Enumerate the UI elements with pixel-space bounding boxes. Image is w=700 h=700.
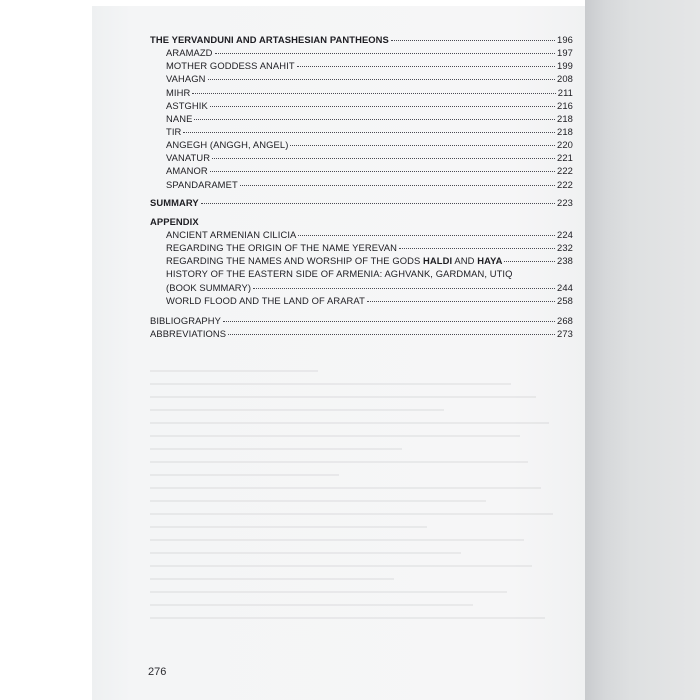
toc-entry-title: ANCIENT ARMENIAN CILICIA bbox=[166, 228, 297, 240]
toc-entry-bibliography bbox=[150, 314, 573, 327]
toc-entry-title: NANE bbox=[166, 112, 193, 124]
toc-page-number: 218 bbox=[557, 112, 573, 124]
dot-leader bbox=[298, 235, 555, 236]
dot-leader bbox=[215, 53, 556, 54]
toc-entry-title: ASTGHIK bbox=[166, 99, 208, 111]
god-name-haldi: HALDI bbox=[423, 255, 453, 267]
toc-entry-title: ANGEGH (ANGGH, ANGEL) bbox=[166, 139, 289, 151]
toc-page-number: 216 bbox=[557, 99, 573, 111]
toc-entry-title: SPANDARAMET bbox=[166, 178, 238, 190]
dot-leader bbox=[297, 66, 555, 67]
toc-entry-title: WORLD FLOOD AND THE LAND OF ARARAT bbox=[166, 294, 365, 306]
show-through-text bbox=[150, 370, 570, 640]
dot-leader bbox=[504, 261, 555, 262]
toc-entry-title: SUMMARY bbox=[150, 196, 199, 208]
dot-leader bbox=[212, 158, 555, 159]
toc-entry-title: THE YERVANDUNI AND ARTASHESIAN PANTHEONS bbox=[150, 34, 389, 45]
toc-page-number: 224 bbox=[557, 228, 573, 240]
dot-leader bbox=[290, 145, 555, 146]
dot-leader bbox=[367, 301, 555, 302]
toc-entry-tir bbox=[150, 125, 573, 138]
toc-page-number: 244 bbox=[557, 281, 573, 293]
spine-shadow bbox=[585, 0, 700, 700]
toc-page-number: 223 bbox=[557, 196, 573, 208]
dot-leader bbox=[253, 288, 555, 289]
toc-entry-title: VAHAGN bbox=[166, 73, 206, 85]
toc-entry-flood bbox=[150, 294, 573, 307]
toc-section-pantheons bbox=[150, 33, 573, 46]
toc-page-number: 220 bbox=[557, 139, 573, 151]
toc-page-number: 268 bbox=[557, 314, 573, 326]
toc-entry-title: (BOOK SUMMARY) bbox=[166, 281, 252, 293]
toc-page-number: 221 bbox=[557, 152, 573, 164]
table-of-contents bbox=[150, 33, 573, 340]
dot-leader bbox=[210, 171, 555, 172]
dot-leader bbox=[391, 40, 555, 41]
dot-leader bbox=[240, 185, 555, 186]
dot-leader bbox=[223, 321, 555, 322]
toc-entry-yerevan bbox=[150, 241, 573, 254]
toc-page-number: 199 bbox=[557, 60, 573, 72]
toc-entry-vanatur bbox=[150, 151, 573, 164]
toc-entry-title: AMANOR bbox=[166, 165, 208, 177]
dot-leader bbox=[210, 106, 555, 107]
dot-leader bbox=[192, 93, 555, 94]
toc-entry-title: ABBREVIATIONS bbox=[150, 327, 227, 339]
toc-page-number: 238 bbox=[557, 255, 573, 267]
dot-leader bbox=[194, 119, 555, 120]
toc-page-number: 222 bbox=[557, 165, 573, 177]
dot-leader bbox=[228, 334, 555, 335]
toc-entry-haldi-haya bbox=[150, 254, 573, 267]
toc-page-number: 232 bbox=[557, 242, 573, 254]
toc-page-number: 211 bbox=[557, 86, 573, 98]
toc-entry-aramazd bbox=[150, 46, 573, 59]
toc-entry-title: MIHR bbox=[166, 86, 191, 98]
toc-page-number: 196 bbox=[557, 34, 573, 45]
dot-leader bbox=[208, 79, 556, 80]
toc-entry-nane bbox=[150, 112, 573, 125]
toc-page-number: 222 bbox=[557, 178, 573, 190]
title-conjunction: AND bbox=[452, 255, 478, 267]
toc-page-number: 273 bbox=[557, 327, 573, 339]
toc-page-number: 258 bbox=[557, 294, 573, 306]
dot-leader bbox=[183, 132, 555, 133]
toc-appendix-heading: APPENDIX bbox=[150, 215, 199, 227]
toc-entry-title: TIR bbox=[166, 125, 182, 137]
toc-entry-eastern-line1: HISTORY OF THE EASTERN SIDE OF ARMENIA: AGHVANK, GARDMAN, UTIQ bbox=[166, 268, 513, 280]
toc-entry-title: REGARDING THE ORIGIN OF THE NAME YEREVAN bbox=[166, 242, 397, 254]
toc-entry-anahit bbox=[150, 59, 573, 72]
dot-leader bbox=[399, 248, 555, 249]
toc-page-number: 208 bbox=[557, 73, 573, 85]
toc-entry-eastern-line2 bbox=[150, 281, 573, 294]
toc-entry-angegh bbox=[150, 138, 573, 151]
toc-entry-title: MOTHER GODDESS ANAHIT bbox=[166, 60, 295, 72]
toc-entry-astghik bbox=[150, 99, 573, 112]
toc-entry-title: VANATUR bbox=[166, 152, 211, 164]
toc-entry-abbreviations bbox=[150, 327, 573, 340]
toc-entry-spandaramet bbox=[150, 178, 573, 191]
toc-page-number: 218 bbox=[557, 125, 573, 137]
dot-leader bbox=[201, 203, 555, 204]
toc-entry-mihr bbox=[150, 86, 573, 99]
page-number: 276 bbox=[148, 666, 167, 678]
toc-entry-vahagn bbox=[150, 72, 573, 85]
toc-entry-cilicia bbox=[150, 228, 573, 241]
toc-page-number: 197 bbox=[557, 47, 573, 59]
god-name-haya: HAYA bbox=[477, 255, 503, 267]
toc-entry-summary bbox=[150, 196, 573, 209]
toc-entry-title bbox=[166, 254, 502, 267]
toc-entry-title: ARAMAZD bbox=[166, 47, 213, 59]
title-prefix: REGARDING THE NAMES AND WORSHIP OF THE GODS bbox=[166, 255, 424, 267]
toc-entry-amanor bbox=[150, 164, 573, 177]
toc-entry-title: BIBLIOGRAPHY bbox=[150, 314, 222, 326]
